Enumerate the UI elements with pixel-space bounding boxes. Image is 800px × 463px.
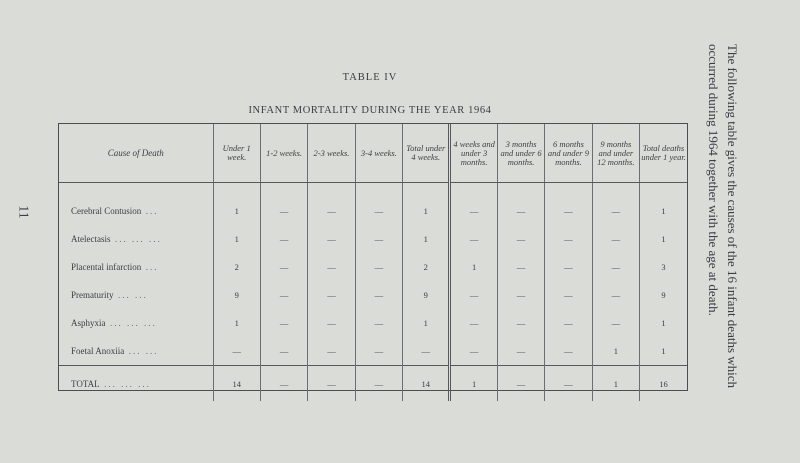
- value-cell: —: [308, 253, 355, 281]
- value-cell: 9: [661, 290, 666, 300]
- table-row: [59, 253, 687, 281]
- value-cell: 2: [403, 253, 450, 281]
- leader-dots: ... ... ...: [115, 234, 162, 244]
- header-under-1-week: Under 1 week.: [213, 124, 260, 183]
- value-cell: 1: [403, 225, 450, 253]
- leader-dots: ... ... ...: [110, 318, 157, 328]
- header-3-6-months: 3 months and under 6 months.: [497, 124, 544, 183]
- value-cell: —: [545, 337, 592, 366]
- value-cell: 3: [661, 262, 666, 272]
- header-6-9-months: 6 months and under 9 months.: [545, 124, 592, 183]
- value-cell: —: [355, 309, 402, 337]
- value-cell: —: [545, 225, 592, 253]
- table-title: TABLE IV: [342, 72, 398, 83]
- cause-label: Placental infarction: [71, 262, 142, 272]
- header-3-4-weeks: 3-4 weeks.: [355, 124, 402, 183]
- value-cell: 1: [403, 197, 450, 225]
- value-cell: 1: [592, 337, 639, 366]
- value-cell: —: [308, 337, 355, 366]
- value-cell: —: [213, 337, 260, 366]
- header-4-weeks-3-months: 4 weeks and under 3 months.: [450, 124, 497, 183]
- value-cell: —: [403, 337, 450, 366]
- value-cell: —: [355, 281, 402, 309]
- table-row: [59, 197, 687, 225]
- value-cell: —: [260, 309, 307, 337]
- value-cell: —: [260, 253, 307, 281]
- header-cause: Cause of Death: [59, 124, 213, 183]
- leader-dots: ...: [145, 206, 159, 216]
- value-cell: 2: [213, 253, 260, 281]
- table-row: [59, 281, 687, 309]
- value-cell: 1: [403, 309, 450, 337]
- value-cell: 1: [213, 309, 260, 337]
- value-cell: 14: [403, 366, 450, 402]
- page-number: 11: [15, 205, 31, 219]
- value-cell: —: [355, 366, 402, 402]
- value-cell: —: [308, 366, 355, 402]
- value-cell: —: [355, 225, 402, 253]
- value-cell: —: [592, 281, 639, 309]
- total-label: TOTAL: [71, 378, 100, 389]
- value-cell: 14: [213, 366, 260, 402]
- value-cell: —: [260, 281, 307, 309]
- value-cell: —: [355, 253, 402, 281]
- value-cell: 1: [661, 234, 666, 244]
- value-cell: —: [497, 197, 544, 225]
- value-cell: 9: [403, 281, 450, 309]
- leader-dots: ... ... ...: [104, 378, 151, 389]
- table-row: [59, 337, 687, 366]
- cause-label: Asphyxia: [71, 318, 106, 328]
- value-cell: —: [545, 366, 592, 402]
- value-cell: —: [545, 253, 592, 281]
- value-cell: 1: [661, 206, 666, 216]
- value-cell: —: [497, 366, 544, 402]
- value-cell: 1: [661, 346, 666, 356]
- table-row: [59, 225, 687, 253]
- value-cell: —: [545, 281, 592, 309]
- cause-cell: [59, 225, 213, 253]
- value-cell: 1: [213, 225, 260, 253]
- leader-dots: ...: [145, 262, 159, 272]
- cause-label: Cerebral Contusion: [71, 206, 142, 216]
- leader-dots: ... ...: [118, 290, 148, 300]
- value-cell: —: [260, 366, 307, 402]
- value-cell: —: [308, 309, 355, 337]
- infant-mortality-table: [58, 123, 688, 391]
- value-cell: —: [308, 225, 355, 253]
- leader-dots: ... ...: [128, 346, 159, 356]
- cause-cell: [59, 309, 213, 337]
- value-cell: —: [260, 337, 307, 366]
- header-2-3-weeks: 2-3 weeks.: [308, 124, 355, 183]
- table-header-row: [59, 124, 687, 183]
- value-cell: —: [450, 281, 497, 309]
- table-row: [59, 309, 687, 337]
- value-cell: —: [497, 281, 544, 309]
- value-cell: 1: [592, 366, 639, 402]
- value-cell: 16: [640, 366, 687, 402]
- cause-cell: [59, 281, 213, 309]
- cause-cell: [59, 253, 213, 281]
- value-cell: —: [308, 281, 355, 309]
- header-total-under-1-year: Total deaths under 1 year.: [640, 124, 687, 183]
- value-cell: —: [592, 197, 639, 225]
- value-cell: —: [545, 309, 592, 337]
- value-cell: 1: [450, 366, 497, 402]
- total-label-cell: [59, 366, 213, 402]
- value-cell: —: [545, 197, 592, 225]
- value-cell: —: [592, 253, 639, 281]
- table-subtitle: INFANT MORTALITY DURING THE YEAR 1964: [248, 105, 492, 116]
- value-cell: —: [450, 337, 497, 366]
- value-cell: —: [497, 225, 544, 253]
- value-cell: —: [450, 197, 497, 225]
- value-cell: —: [450, 225, 497, 253]
- value-cell: 9: [213, 281, 260, 309]
- total-row: [59, 366, 687, 402]
- value-cell: —: [355, 337, 402, 366]
- spacer-row: [59, 183, 687, 198]
- value-cell: —: [308, 197, 355, 225]
- table-title-block: [60, 72, 680, 116]
- side-note: The following table gives the causes of the 16 infant deaths which occurred during 1964 together with the age at death.: [706, 44, 740, 389]
- cause-cell: [59, 197, 213, 225]
- header-1-2-weeks: 1-2 weeks.: [260, 124, 307, 183]
- value-cell: 1: [661, 318, 666, 328]
- cause-label: Atelectasis: [71, 234, 111, 244]
- value-cell: —: [260, 225, 307, 253]
- value-cell: —: [497, 253, 544, 281]
- value-cell: 1: [213, 197, 260, 225]
- value-cell: —: [497, 337, 544, 366]
- value-cell: 1: [450, 253, 497, 281]
- cause-label: Foetal Anoxiia: [71, 346, 125, 356]
- value-cell: —: [450, 309, 497, 337]
- value-cell: —: [355, 197, 402, 225]
- cause-cell: [59, 337, 213, 366]
- value-cell: —: [592, 225, 639, 253]
- value-cell: —: [497, 309, 544, 337]
- header-total-under-4-weeks: Total under 4 weeks.: [403, 124, 450, 183]
- value-cell: —: [260, 197, 307, 225]
- value-cell: —: [592, 309, 639, 337]
- cause-label: Prematurity: [71, 290, 114, 300]
- header-9-12-months: 9 months and under 12 months.: [592, 124, 639, 183]
